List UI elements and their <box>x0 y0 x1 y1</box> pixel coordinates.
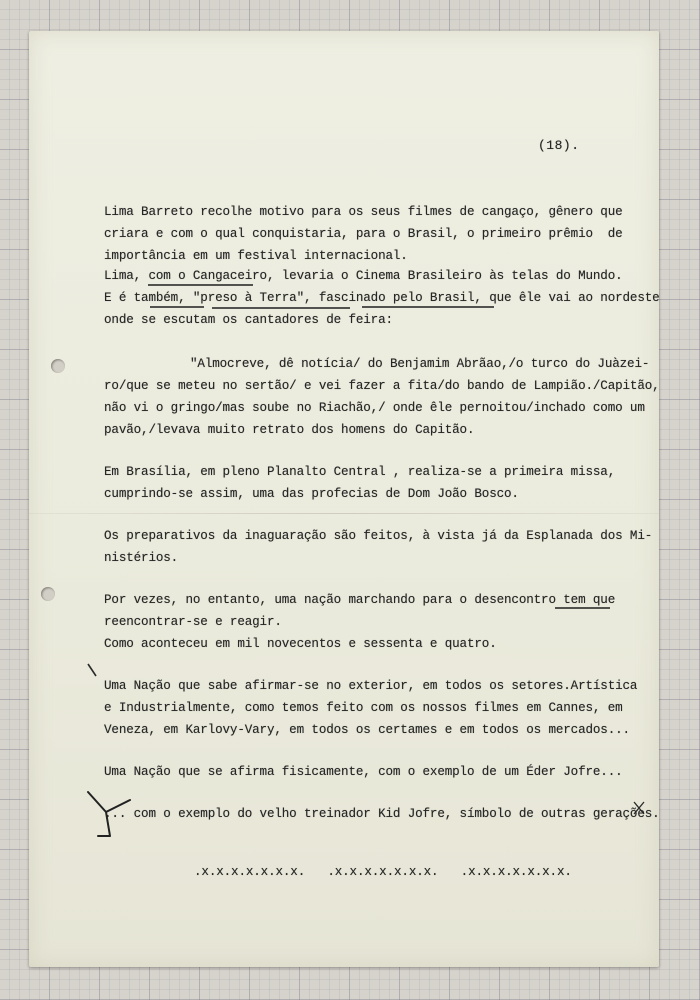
underline <box>555 607 610 609</box>
margin-bracket-mark <box>84 786 136 840</box>
punch-hole <box>41 587 55 601</box>
underline <box>150 306 204 308</box>
punch-hole <box>51 359 65 373</box>
quote-line: não vi o gringo/mas soube no Riachão,/ onde êle pernoitou/inchado como um <box>104 401 645 415</box>
page-number: (18). <box>538 138 580 153</box>
text-line: Os preparativos da inaguaração são feitos, à vista já da Esplanada dos Mi- <box>104 529 653 543</box>
text-line: criara e com o qual conquistaria, para o Brasil, o primeiro prêmio de <box>104 227 623 241</box>
quote-line: "Almocreve, dê notícia/ do Benjamim Abrãao,/o turco do Juàzei- <box>190 357 650 371</box>
margin-tick-mark <box>86 662 100 680</box>
text-line: Como aconteceu em mil novecentos e sessenta e quatro. <box>104 637 497 651</box>
text-line: Veneza, em Karlovy-Vary, em todos os certames e em todos os mercados... <box>104 723 630 737</box>
text-line: onde se escutam os cantadores de feira: <box>104 313 393 327</box>
text-line: Em Brasília, em pleno Planalto Central , realiza-se a primeira missa, <box>104 465 616 479</box>
text-line: nistérios. <box>104 551 179 565</box>
text-line: E é também, "preso à Terra", fascinado pelo Brasil, que êle vai ao nordeste <box>104 291 660 305</box>
paper-fold-line <box>29 513 659 514</box>
text-line: Lima, com o Cangaceiro, levaria o Cinema Brasileiro às telas do Mundo. <box>104 269 623 283</box>
text-line: ... com o exemplo do velho treinador Kid Jofre, símbolo de outras gerações. <box>104 807 660 821</box>
quote-line: pavão,/levava muito retrato dos homens do Capitão. <box>104 423 475 437</box>
underline <box>212 307 350 309</box>
text-line: Uma Nação que sabe afirmar-se no exterior, em todos os setores.Artística <box>104 679 638 693</box>
text-line: Uma Nação que se afirma fisicamente, com o exemplo de um Éder Jofre... <box>104 765 623 779</box>
text-line: Lima Barreto recolhe motivo para os seus filmes de cangaço, gênero que <box>104 205 623 219</box>
text-line: importância em um festival internacional. <box>104 249 408 263</box>
text-line: cumprindo-se assim, uma das profecias de Dom João Bosco. <box>104 487 519 501</box>
underline <box>148 284 253 286</box>
section-separator: .x.x.x.x.x.x.x. .x.x.x.x.x.x.x. .x.x.x.x.x.x.x. <box>194 865 572 879</box>
text-line: reencontrar-se e reagir. <box>104 615 282 629</box>
text-line: e Industrialmente, como temos feito com os nossos filmes em Cannes, em <box>104 701 623 715</box>
margin-cross-mark <box>632 800 646 816</box>
quote-line: ro/que se meteu no sertão/ e vei fazer a fita/do bando de Lampião./Capitão, <box>104 379 660 393</box>
underline <box>362 306 494 308</box>
text-line: Por vezes, no entanto, uma nação marchando para o desencontro tem que <box>104 593 616 607</box>
